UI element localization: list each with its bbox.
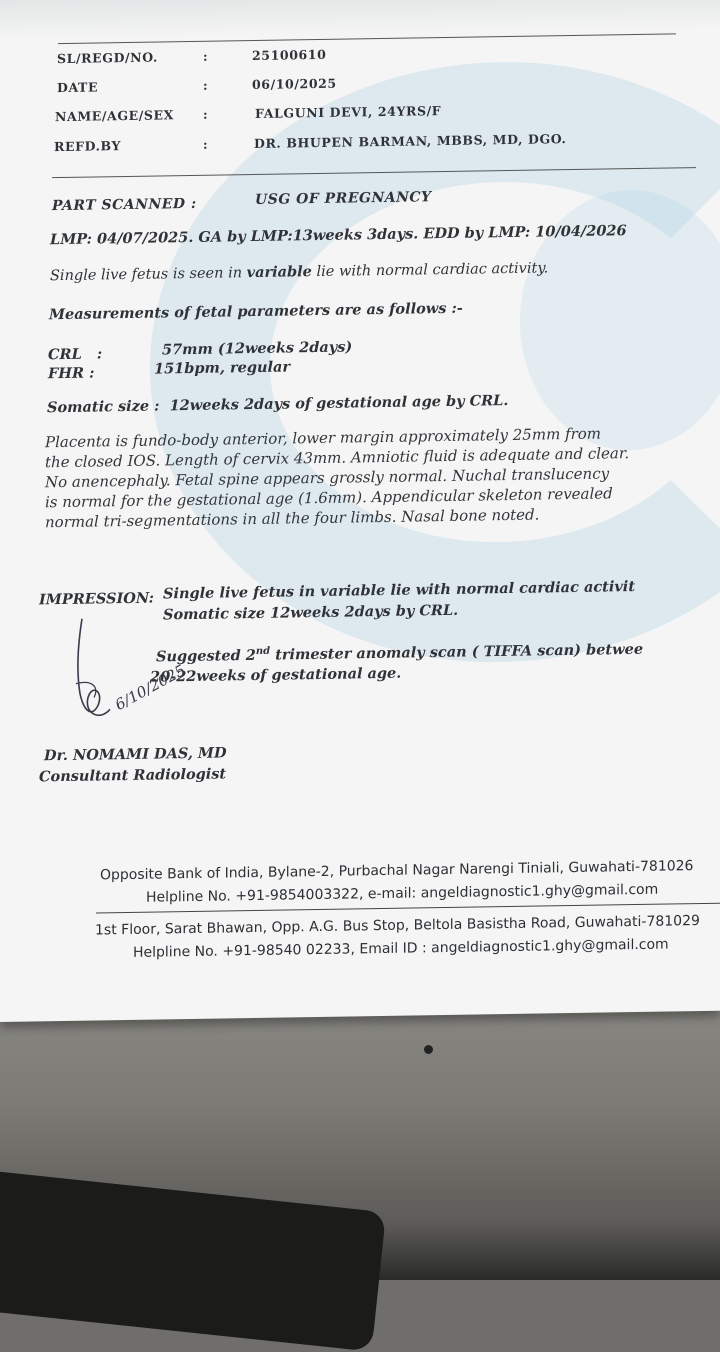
findings-paragraph [45,423,629,532]
regd-value: 25100610 [252,46,327,64]
handwritten-date: 6/10/2025. [112,658,193,715]
fetus-lie-emphasis: variable [246,263,312,282]
impression-label: IMPRESSION: [39,589,154,609]
fetus-line: Single live fetus is seen in variable lie with normal cardiac activity. [50,260,549,285]
suggestion-line-2: 20-22weeks of gestational age. [150,664,402,686]
patient-colon: : [203,106,208,122]
part-scanned-value: USG OF PREGNANCY [255,189,432,208]
header-bottom-rule [52,167,696,178]
footer-helpline-2: Helpline No. +91-98540 02233, Email ID : angeldiagnostic1.ghy@gmail.com [133,936,669,961]
crl-label: CRL : [48,345,103,364]
findings-line: the closed IOS. Length of cervix 43mm. Amniotic fluid is adequate and clear. [45,444,630,472]
header-top-rule [58,33,676,44]
refd-value: DR. BHUPEN BARMAN, MBBS, MD, DGO. [254,131,567,152]
doctor-name: Dr. NOMAMI DAS, MD [44,744,227,765]
date-value: 06/10/2025 [252,75,337,93]
suggestion-line-1: Suggested 2nd trimester anomaly scan ( TIFFA scan) betwee [156,640,644,666]
impression-line-1: Single live fetus in variable lie with normal cardiac activit [163,578,636,603]
fhr-label: FHR : [48,364,95,383]
footer-address-2: 1st Floor, Sarat Bhawan, Opp. A.G. Bus Stop, Beltola Basistha Road, Guwahati-781029 [95,913,700,939]
patient-label: NAME/AGE/SEX [55,107,174,125]
crl-value: 57mm (12weeks 2days) [162,338,353,359]
footer-address-1: Opposite Bank of India, Bylane-2, Purbachal Nagar Narengi Tiniali, Guwahati-781026 [100,858,694,884]
regd-colon: : [203,48,208,64]
doctor-title: Consultant Radiologist [39,765,227,786]
refd-colon: : [203,136,208,152]
regd-label: SL/REGD/NO. [57,49,158,67]
fhr-value: 151bpm, regular [154,358,291,378]
patient-value: FALGUNI DEVI, 24YRS/F [255,103,442,121]
impression-line-2: Somatic size 12weeks 2days by CRL. [163,601,459,624]
somatic-size-line: Somatic size : 12weeks 2days of gestational age by CRL. [47,392,509,417]
findings-line: is normal for the gestational age (1.6mm). Appendicular skeleton revealed [45,484,613,512]
lmp-line: LMP: 04/07/2025. GA by LMP:13weeks 3days. EDD by LMP: 10/04/2026 [50,222,627,249]
date-label: DATE [57,79,99,96]
findings-line: normal tri-segmentations in all the four limbs. Nasal bone noted. [45,505,540,532]
refd-label: REFD.BY [54,138,122,155]
footer-helpline-1: Helpline No. +91-9854003322, e-mail: angeldiagnostic1.ghy@gmail.com [146,881,659,906]
findings-line: No anencephaly. Fetal spine appears grossly normal. Nuchal translucency [45,464,610,492]
part-scanned-label: PART SCANNED : [52,195,197,215]
measurements-heading: Measurements of fetal parameters are as follows :- [49,299,463,324]
date-colon: : [203,77,208,93]
desk-mark [424,1045,433,1054]
findings-line: Placenta is fundo-body anterior, lower margin approximately 25mm from [45,424,602,452]
